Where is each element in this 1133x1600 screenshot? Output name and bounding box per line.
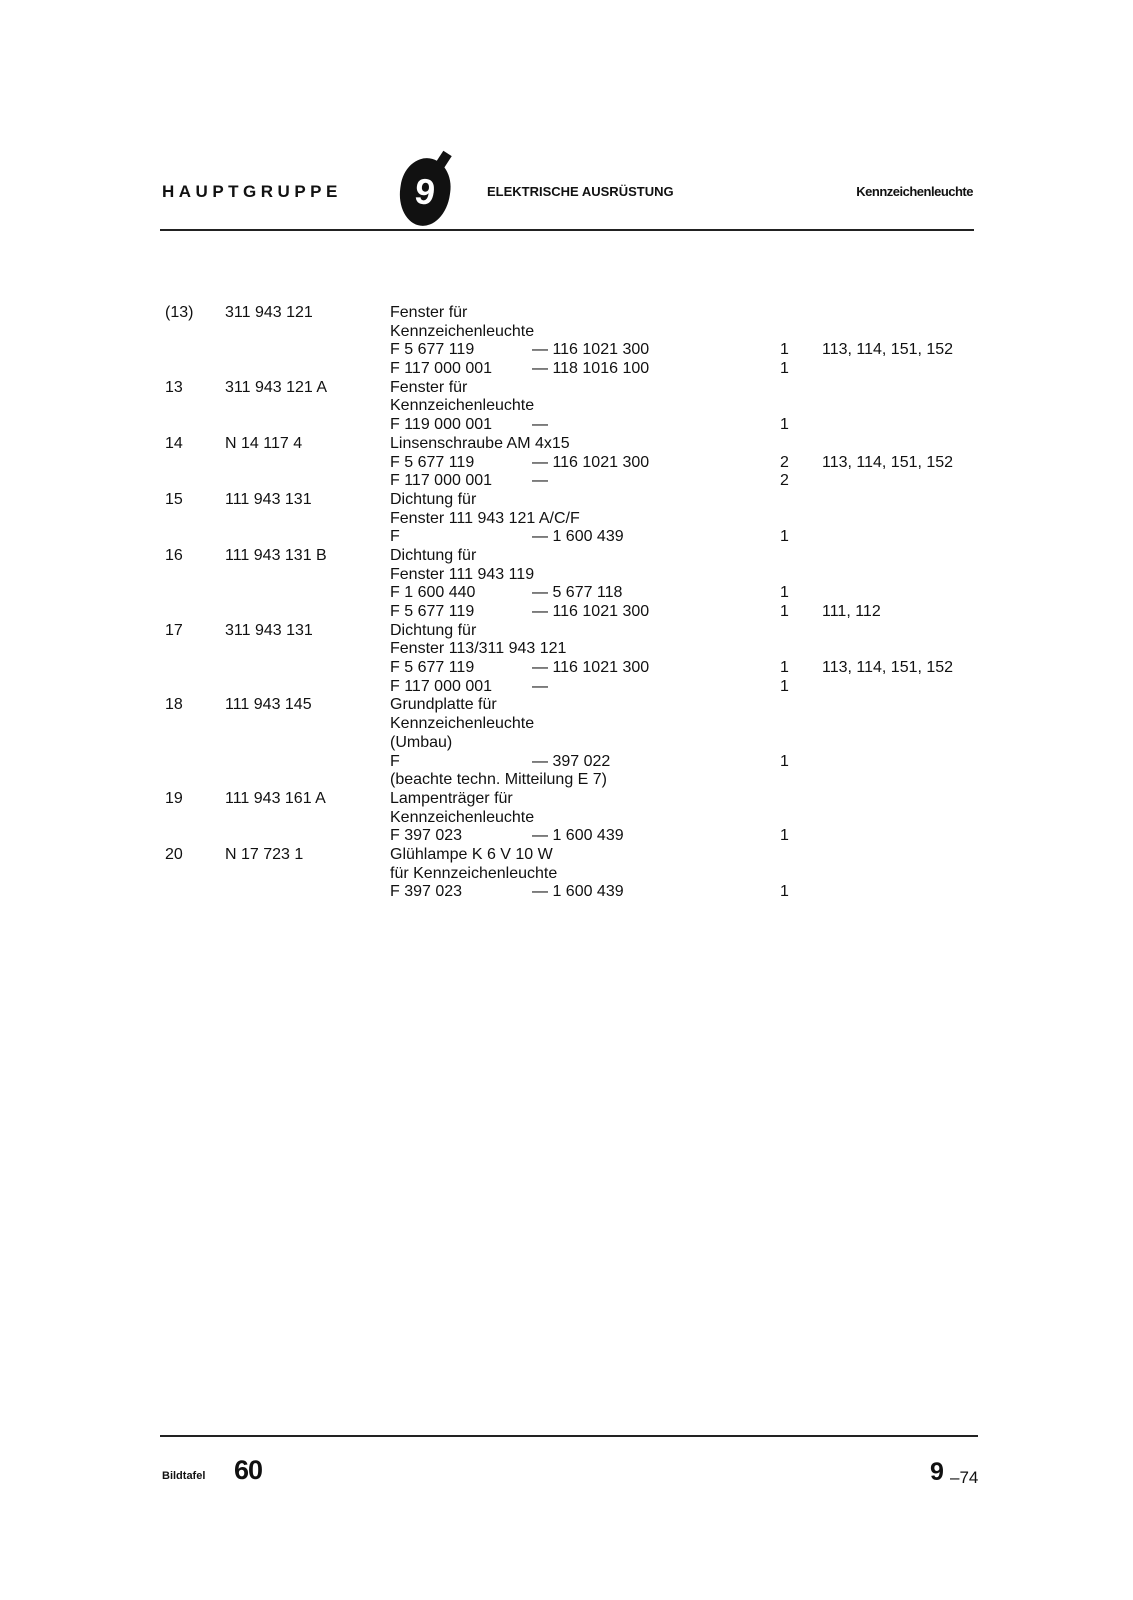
part-reference: — 116 1021 300 [532, 603, 650, 620]
part-position: 16 [165, 546, 183, 564]
part-models: 113, 114, 151, 152 [822, 341, 954, 359]
page-number-sub: –74 [950, 1468, 979, 1487]
part-reference: — 116 1021 300 [532, 341, 650, 359]
parts-row [0, 771, 1133, 790]
parts-row [0, 827, 1133, 846]
part-description: F [390, 528, 400, 546]
part-description: F 397 023 [390, 827, 463, 845]
page-number-main: 9 [930, 1458, 944, 1486]
part-reference: — 5 677 118 [532, 584, 623, 602]
footer-rule [160, 1435, 978, 1437]
part-number: N 14 117 4 [225, 434, 303, 452]
part-description: Fenster 111 943 121 A/C/F [390, 509, 580, 527]
part-quantity: 1 [780, 659, 789, 677]
part-description: Fenster für [390, 304, 468, 321]
part-quantity: 1 [780, 528, 789, 546]
part-description: Kennzeichenleuchte [390, 715, 535, 733]
part-description: F 117 000 001 [390, 360, 493, 378]
header-rule [160, 229, 974, 231]
part-position: 19 [165, 789, 183, 807]
part-models: 111, 112 [822, 603, 881, 620]
parts-row [0, 715, 1133, 734]
part-number: 111 943 145 [225, 696, 312, 714]
part-description: für Kennzeichenleuchte [390, 864, 558, 882]
parts-row [0, 323, 1133, 342]
parts-row [0, 454, 1133, 473]
parts-row [0, 379, 1133, 398]
part-description: Dichtung für [390, 621, 477, 639]
part-description: F 117 000 001 [390, 677, 493, 695]
part-description: F 119 000 001 [390, 416, 493, 434]
part-description: F 1 600 440 [390, 584, 476, 602]
parts-row [0, 547, 1133, 566]
part-description: F [390, 752, 400, 770]
parts-row [0, 341, 1133, 360]
parts-row [0, 809, 1133, 828]
group-number: 9 [412, 169, 438, 214]
part-reference: — [532, 472, 548, 490]
part-description: Glühlampe K 6 V 10 W [390, 845, 553, 863]
part-description: F 5 677 119 [390, 603, 475, 620]
part-description: (Umbau) [390, 733, 453, 751]
parts-row [0, 659, 1133, 678]
part-description: F 117 000 001 [390, 472, 493, 490]
part-description: Fenster 113/311 943 121 [390, 640, 567, 658]
part-quantity: 1 [780, 883, 789, 901]
part-number: 111 943 131 B [225, 546, 327, 564]
part-quantity: 1 [780, 584, 789, 602]
part-quantity: 1 [780, 416, 789, 434]
parts-row [0, 510, 1133, 529]
parts-row [0, 678, 1133, 697]
parts-row [0, 640, 1133, 659]
part-description: F 5 677 119 [390, 659, 475, 677]
plate-number: 60 [234, 1455, 263, 1485]
part-reference: — [532, 677, 548, 695]
part-description: F 397 023 [390, 883, 463, 901]
part-number: 311 943 121 [225, 304, 313, 321]
part-reference: — [532, 416, 548, 434]
parts-row [0, 472, 1133, 491]
parts-row [0, 435, 1133, 454]
part-reference: — 1 600 439 [532, 528, 624, 546]
part-number: 111 943 131 [225, 490, 312, 508]
part-description: Kennzeichenleuchte [390, 322, 535, 340]
parts-row [0, 883, 1133, 902]
part-description: F 5 677 119 [390, 341, 475, 359]
part-quantity: 1 [780, 752, 789, 770]
parts-row [0, 622, 1133, 641]
parts-row [0, 304, 1133, 323]
topic-title: Kennzeichenleuchte [856, 184, 973, 199]
part-description: Grundplatte für [390, 696, 497, 714]
part-position: 20 [165, 845, 183, 863]
parts-row [0, 846, 1133, 865]
part-description: Dichtung für [390, 490, 477, 508]
part-reference: — 1 600 439 [532, 827, 624, 845]
plate-label: Bildtafel [162, 1470, 206, 1482]
parts-row [0, 734, 1133, 753]
part-number: 311 943 121 A [225, 378, 328, 396]
part-description: Fenster 111 943 119 [390, 565, 535, 583]
part-reference: — 118 1016 100 [532, 360, 650, 378]
part-quantity: 2 [780, 453, 789, 471]
part-description: (beachte techn. Mitteilung E 7) [390, 771, 608, 789]
part-position: (13) [165, 304, 194, 321]
part-quantity: 1 [780, 677, 789, 695]
part-number: 311 943 131 [225, 621, 313, 639]
part-description: Linsenschraube AM 4x15 [390, 434, 570, 452]
part-reference: — 397 022 [532, 752, 611, 770]
part-quantity: 1 [780, 603, 789, 620]
part-description: Lampenträger für [390, 789, 513, 807]
part-description: Kennzeichenleuchte [390, 397, 535, 415]
part-reference: — 116 1021 300 [532, 453, 650, 471]
part-quantity: 1 [780, 341, 789, 359]
group-label: HAUPTGRUPPE [162, 182, 342, 201]
parts-row [0, 528, 1133, 547]
parts-row [0, 753, 1133, 772]
part-quantity: 1 [780, 827, 789, 845]
parts-row [0, 696, 1133, 715]
parts-row [0, 360, 1133, 379]
part-quantity: 1 [780, 360, 789, 378]
part-description: Kennzeichenleuchte [390, 808, 535, 826]
part-position: 14 [165, 434, 183, 452]
parts-row [0, 566, 1133, 585]
part-description: F 5 677 119 [390, 453, 475, 471]
parts-list [0, 304, 1133, 902]
parts-row [0, 491, 1133, 510]
part-models: 113, 114, 151, 152 [822, 453, 954, 471]
part-quantity: 2 [780, 472, 789, 490]
part-description: Dichtung für [390, 546, 477, 564]
part-reference: — 1 600 439 [532, 883, 624, 901]
part-position: 13 [165, 378, 183, 396]
parts-row [0, 865, 1133, 884]
part-position: 18 [165, 696, 183, 714]
group-number-badge [396, 155, 455, 229]
parts-row [0, 397, 1133, 416]
part-position: 17 [165, 621, 183, 639]
part-models: 113, 114, 151, 152 [822, 659, 954, 677]
parts-row [0, 416, 1133, 435]
part-number: N 17 723 1 [225, 845, 304, 863]
part-description: Fenster für [390, 378, 468, 396]
section-title: ELEKTRISCHE AUSRÜSTUNG [487, 184, 674, 199]
part-reference: — 116 1021 300 [532, 659, 650, 677]
part-number: 111 943 161 A [225, 789, 326, 807]
parts-row [0, 790, 1133, 809]
parts-row [0, 603, 1133, 622]
part-position: 15 [165, 490, 183, 508]
parts-row [0, 584, 1133, 603]
